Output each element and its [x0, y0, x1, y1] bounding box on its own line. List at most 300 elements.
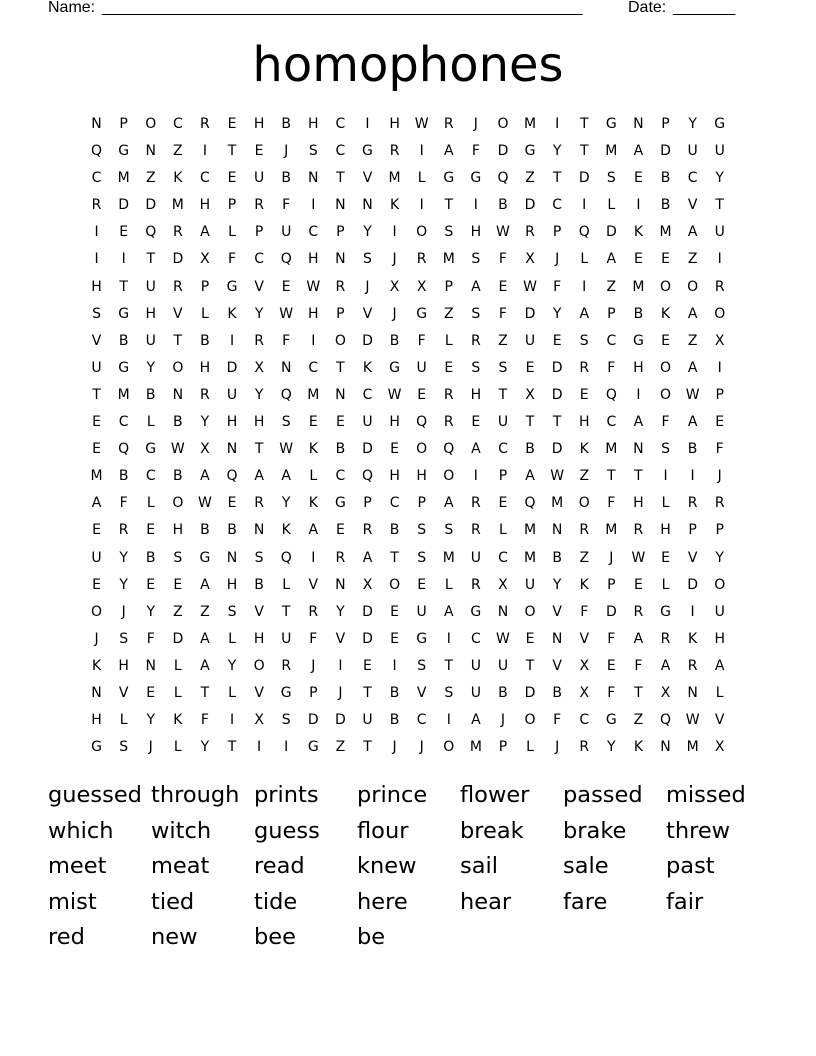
- grid-letter: H: [308, 116, 319, 132]
- grid-letter: I: [311, 332, 316, 349]
- grid-letter: C: [552, 197, 563, 214]
- grid-letter: N: [551, 522, 563, 539]
- grid-letter: S: [661, 441, 670, 458]
- grid-letter: A: [687, 359, 698, 376]
- grid-letter: K: [633, 739, 644, 756]
- grid-letter: N: [226, 549, 238, 566]
- grid-letter: V: [91, 332, 102, 349]
- grid-letter: I: [121, 251, 126, 268]
- grid-letter: Q: [578, 224, 590, 241]
- grid-letter: X: [579, 657, 590, 674]
- grid-letter: W: [279, 305, 294, 322]
- grid-letter: M: [442, 251, 455, 268]
- grid-letter: P: [336, 305, 345, 322]
- grid-letter: U: [91, 549, 102, 566]
- grid-letter: G: [307, 739, 319, 756]
- grid-letter: E: [227, 495, 237, 512]
- grid-letter: F: [471, 143, 480, 160]
- grid-letter: H: [660, 522, 671, 539]
- grid-letter: Y: [281, 495, 291, 512]
- grid-letter: V: [308, 576, 319, 593]
- grid-letter: L: [607, 197, 616, 214]
- grid-letter: H: [172, 522, 184, 539]
- grid-letter: B: [389, 332, 400, 349]
- grid-letter: O: [253, 657, 265, 674]
- grid-letter: O: [578, 495, 590, 512]
- grid-letter: U: [470, 657, 481, 674]
- grid-letter: Z: [443, 305, 454, 322]
- grid-letter: R: [470, 332, 481, 349]
- grid-letter: T: [200, 684, 210, 701]
- grid-letter: D: [551, 386, 563, 403]
- grid-letter: I: [717, 251, 722, 268]
- grid-letter: Z: [200, 603, 210, 620]
- grid-letter: R: [308, 603, 319, 620]
- grid-letter: J: [121, 603, 126, 620]
- grid-letter: B: [389, 522, 400, 539]
- grid-letter: M: [659, 224, 672, 241]
- grid-letter: L: [201, 305, 209, 322]
- grid-letter: F: [607, 495, 616, 512]
- grid-letter: U: [253, 170, 265, 187]
- grid-letter: O: [660, 386, 672, 403]
- grid-letter: C: [200, 170, 210, 187]
- grid-letter: K: [173, 712, 183, 729]
- word-bank-item: guess: [254, 817, 320, 844]
- grid-letter: C: [470, 630, 481, 647]
- grid-letter: M: [117, 170, 130, 187]
- grid-letter: Z: [525, 170, 535, 187]
- grid-letter: X: [254, 359, 264, 376]
- grid-letter: G: [280, 684, 292, 701]
- word-bank-item: passed: [563, 782, 643, 808]
- grid-letter: R: [254, 495, 264, 512]
- grid-letter: M: [632, 278, 645, 295]
- word-bank-item: break: [460, 817, 524, 844]
- grid-letter: O: [660, 359, 672, 376]
- grid-letter: Z: [687, 251, 698, 268]
- grid-letter: R: [172, 224, 183, 241]
- grid-letter: T: [552, 170, 562, 187]
- grid-letter: U: [281, 630, 292, 647]
- grid-letter: R: [633, 603, 644, 620]
- grid-letter: C: [498, 549, 508, 566]
- grid-letter: N: [308, 170, 319, 187]
- grid-letter: B: [281, 116, 291, 132]
- grid-letter: E: [173, 576, 183, 593]
- grid-letter: I: [311, 197, 316, 214]
- grid-letter: E: [525, 359, 535, 376]
- grid-letter: X: [416, 278, 427, 295]
- grid-letter: G: [334, 495, 346, 512]
- grid-letter: E: [227, 116, 237, 132]
- grid-letter: E: [92, 441, 101, 458]
- grid-letter: Y: [688, 116, 697, 132]
- grid-letter: F: [119, 495, 128, 512]
- grid-letter: I: [202, 143, 207, 160]
- grid-letter: R: [172, 278, 183, 295]
- grid-letter: D: [226, 359, 238, 376]
- grid-letter: J: [284, 143, 289, 160]
- grid-letter: S: [471, 251, 481, 268]
- grid-letter: G: [524, 143, 536, 160]
- grid-letter: J: [365, 278, 370, 295]
- grid-letter: Z: [173, 143, 183, 160]
- grid-letter: M: [524, 116, 537, 132]
- grid-letter: W: [279, 441, 294, 458]
- grid-letter: J: [392, 305, 397, 322]
- grid-letter: B: [200, 332, 210, 349]
- grid-letter: F: [607, 684, 616, 701]
- grid-letter: F: [200, 712, 209, 729]
- grid-letter: A: [687, 224, 698, 241]
- grid-letter: F: [417, 332, 426, 349]
- grid-letter: J: [311, 657, 316, 674]
- grid-letter: R: [91, 197, 102, 214]
- grid-letter: V: [687, 197, 698, 214]
- grid-letter: H: [226, 576, 238, 593]
- grid-letter: E: [390, 603, 399, 620]
- grid-letter: H: [118, 657, 129, 674]
- grid-letter: O: [714, 305, 726, 322]
- grid-letter: M: [442, 549, 455, 566]
- grid-letter: E: [417, 576, 427, 593]
- grid-letter: Q: [361, 468, 373, 485]
- grid-letter: P: [444, 278, 453, 295]
- grid-letter: L: [444, 332, 453, 349]
- grid-letter: X: [200, 251, 210, 268]
- letter-grid: [83, 111, 733, 761]
- grid-letter: U: [416, 359, 427, 376]
- grid-letter: Y: [552, 576, 562, 593]
- grid-letter: Q: [497, 170, 509, 187]
- grid-letter: L: [146, 414, 155, 431]
- grid-letter: I: [419, 197, 424, 214]
- grid-letter: I: [257, 739, 262, 756]
- grid-letter: Y: [200, 414, 210, 431]
- grid-letter: R: [335, 549, 346, 566]
- grid-letter: K: [308, 495, 318, 512]
- grid-letter: Q: [118, 441, 130, 458]
- grid-letter: U: [145, 332, 156, 349]
- grid-letter: A: [443, 603, 454, 620]
- grid-letter: T: [525, 657, 535, 674]
- grid-letter: N: [633, 441, 644, 458]
- grid-letter: Z: [633, 712, 644, 729]
- grid-letter: Y: [552, 143, 562, 160]
- grid-letter: B: [498, 197, 508, 214]
- grid-letter: I: [365, 116, 370, 132]
- grid-letter: M: [524, 522, 537, 539]
- grid-letter: R: [470, 576, 481, 593]
- grid-letter: S: [444, 224, 454, 241]
- grid-letter: R: [443, 414, 454, 431]
- grid-letter: R: [200, 386, 210, 403]
- grid-letter: G: [605, 712, 617, 729]
- grid-letter: A: [200, 468, 210, 485]
- grid-letter: I: [311, 549, 316, 566]
- grid-letter: N: [551, 630, 563, 647]
- grid-letter: U: [281, 224, 292, 241]
- grid-letter: K: [308, 441, 318, 458]
- grid-letter: B: [145, 386, 156, 403]
- grid-letter: O: [416, 224, 428, 241]
- date-line: _______: [673, 0, 736, 16]
- grid-letter: J: [555, 739, 560, 756]
- word-bank-item: guessed: [48, 782, 142, 808]
- grid-letter: E: [390, 441, 399, 458]
- grid-letter: L: [309, 468, 318, 485]
- grid-letter: Y: [607, 739, 616, 756]
- grid-letter: L: [580, 251, 589, 268]
- grid-letter: D: [362, 441, 373, 458]
- grid-letter: B: [118, 332, 129, 349]
- grid-letter: L: [526, 739, 534, 756]
- grid-letter: E: [633, 251, 643, 268]
- grid-letter: T: [444, 657, 454, 674]
- grid-letter: N: [335, 386, 346, 403]
- grid-letter: I: [663, 468, 668, 485]
- grid-letter: E: [471, 414, 481, 431]
- grid-letter: A: [633, 630, 644, 647]
- grid-letter: D: [335, 712, 346, 729]
- grid-letter: X: [200, 441, 210, 458]
- grid-letter: P: [254, 224, 264, 241]
- grid-letter: G: [416, 630, 428, 647]
- grid-letter: J: [609, 549, 614, 566]
- word-bank-item: prints: [254, 782, 319, 808]
- grid-letter: O: [172, 359, 184, 376]
- grid-letter: T: [525, 414, 535, 431]
- grid-letter: J: [94, 630, 99, 647]
- grid-letter: E: [498, 495, 508, 512]
- grid-letter: A: [308, 522, 319, 539]
- grid-letter: L: [228, 630, 236, 647]
- grid-letter: H: [470, 224, 482, 241]
- word-bank-item: meat: [151, 853, 210, 879]
- grid-letter: E: [633, 170, 643, 187]
- grid-letter: N: [145, 657, 156, 674]
- grid-letter: W: [631, 549, 646, 566]
- grid-letter: T: [634, 468, 643, 485]
- grid-letter: B: [389, 712, 400, 729]
- grid-letter: R: [335, 278, 346, 295]
- grid-letter: M: [686, 739, 699, 756]
- grid-letter: K: [389, 197, 400, 214]
- grid-letter: U: [687, 143, 698, 160]
- word-bank-item: fair: [666, 888, 704, 915]
- grid-letter: P: [200, 278, 210, 295]
- grid-letter: R: [443, 116, 454, 132]
- grid-letter: E: [92, 522, 101, 539]
- grid-letter: F: [553, 278, 562, 295]
- grid-letter: L: [119, 712, 128, 729]
- grid-letter: P: [715, 386, 724, 403]
- grid-letter: B: [118, 468, 129, 485]
- grid-letter: U: [714, 603, 725, 620]
- grid-letter: I: [582, 197, 587, 214]
- grid-letter: D: [551, 441, 563, 458]
- grid-letter: T: [119, 278, 128, 295]
- word-bank-item: knew: [357, 853, 417, 879]
- grid-letter: V: [552, 657, 562, 674]
- grid-letter: R: [525, 224, 535, 241]
- grid-letter: I: [636, 386, 641, 403]
- grid-letter: A: [443, 495, 454, 512]
- grid-letter: R: [118, 522, 129, 539]
- grid-letter: I: [555, 116, 560, 132]
- grid-letter: X: [525, 251, 535, 268]
- name-label: Name:: [48, 0, 96, 16]
- grid-letter: W: [523, 278, 537, 295]
- word-bank-item: read: [254, 853, 305, 879]
- grid-letter: U: [714, 224, 725, 241]
- grid-letter: A: [633, 414, 644, 431]
- grid-letter: F: [715, 441, 724, 458]
- grid-letter: U: [226, 386, 238, 403]
- grid-letter: N: [335, 576, 346, 593]
- grid-letter: B: [254, 576, 264, 593]
- grid-letter: A: [471, 441, 481, 458]
- grid-letter: E: [444, 359, 454, 376]
- grid-letter: H: [633, 495, 644, 512]
- grid-letter: A: [281, 468, 291, 485]
- grid-letter: Z: [687, 332, 698, 349]
- grid-letter: E: [335, 414, 345, 431]
- grid-letter: Y: [200, 739, 210, 756]
- grid-letter: I: [392, 224, 397, 241]
- grid-letter: Q: [416, 414, 428, 431]
- grid-letter: C: [308, 224, 319, 241]
- grid-letter: I: [94, 251, 99, 268]
- grid-letter: U: [362, 414, 373, 431]
- grid-letter: X: [714, 332, 725, 349]
- grid-letter: N: [172, 386, 184, 403]
- grid-letter: W: [496, 630, 510, 647]
- grid-letter: D: [307, 712, 319, 729]
- grid-letter: B: [335, 441, 346, 458]
- grid-letter: Y: [715, 549, 724, 566]
- grid-letter: Y: [146, 359, 156, 376]
- grid-letter: V: [362, 305, 373, 322]
- grid-letter: C: [145, 468, 156, 485]
- grid-letter: E: [715, 414, 725, 431]
- grid-letter: Y: [119, 576, 128, 593]
- grid-letter: O: [524, 712, 536, 729]
- grid-letter: X: [714, 739, 725, 756]
- grid-letter: G: [660, 603, 671, 620]
- grid-letter: L: [228, 684, 236, 701]
- grid-letter: D: [524, 305, 536, 322]
- grid-letter: C: [335, 116, 346, 132]
- grid-letter: J: [555, 251, 560, 268]
- grid-letter: A: [91, 495, 102, 512]
- grid-letter: D: [145, 197, 157, 214]
- word-bank: [48, 778, 769, 956]
- grid-letter: P: [417, 495, 426, 512]
- grid-letter: S: [417, 522, 427, 539]
- grid-letter: M: [469, 739, 482, 756]
- word-bank-item: tied: [151, 888, 195, 915]
- grid-letter: G: [226, 278, 238, 295]
- grid-letter: J: [500, 712, 506, 729]
- grid-letter: M: [605, 522, 618, 539]
- grid-letter: M: [605, 143, 618, 160]
- grid-letter: V: [335, 630, 346, 647]
- date-label: Date:: [628, 0, 667, 16]
- grid-letter: M: [551, 495, 564, 512]
- grid-letter: H: [199, 359, 211, 376]
- word-bank-item: bee: [254, 924, 296, 950]
- grid-letter: C: [498, 441, 508, 458]
- grid-letter: A: [579, 305, 590, 322]
- grid-letter: X: [525, 386, 535, 403]
- grid-letter: L: [146, 495, 155, 512]
- grid-letter: N: [145, 143, 156, 160]
- grid-letter: D: [578, 170, 590, 187]
- grid-letter: Y: [552, 305, 562, 322]
- grid-letter: O: [389, 576, 401, 593]
- grid-letter: G: [416, 305, 428, 322]
- grid-letter: T: [281, 603, 291, 620]
- grid-letter: H: [145, 305, 156, 322]
- grid-letter: X: [362, 576, 373, 593]
- grid-letter: B: [173, 414, 183, 431]
- grid-letter: Y: [146, 603, 156, 620]
- grid-letter: I: [636, 197, 641, 214]
- grid-letter: I: [582, 278, 587, 295]
- grid-letter: F: [661, 414, 670, 431]
- grid-letter: V: [552, 603, 562, 620]
- grid-letter: Y: [254, 305, 264, 322]
- grid-letter: I: [473, 468, 478, 485]
- grid-letter: N: [253, 522, 265, 539]
- grid-letter: N: [633, 116, 644, 132]
- grid-letter: R: [389, 143, 400, 160]
- grid-letter: G: [470, 603, 482, 620]
- grid-letter: R: [687, 657, 698, 674]
- grid-letter: S: [281, 414, 291, 431]
- grid-letter: W: [496, 224, 510, 241]
- grid-letter: F: [282, 197, 291, 214]
- grid-letter: Y: [336, 603, 345, 620]
- grid-letter: T: [336, 359, 345, 376]
- grid-letter: D: [497, 143, 509, 160]
- grid-letter: Y: [227, 657, 237, 674]
- word-bank-item: sale: [563, 853, 609, 879]
- grid-letter: A: [687, 305, 698, 322]
- grid-letter: T: [92, 386, 101, 403]
- grid-letter: I: [717, 359, 722, 376]
- grid-letter: F: [607, 630, 616, 647]
- grid-letter: N: [362, 197, 373, 214]
- grid-letter: F: [580, 603, 589, 620]
- grid-letter: F: [282, 332, 291, 349]
- grid-letter: A: [254, 468, 264, 485]
- grid-letter: O: [524, 603, 536, 620]
- grid-letter: V: [173, 305, 183, 322]
- grid-letter: O: [687, 278, 699, 295]
- grid-letter: I: [392, 657, 397, 674]
- grid-letter: I: [690, 603, 695, 620]
- grid-letter: E: [579, 386, 589, 403]
- grid-letter: O: [497, 116, 509, 132]
- grid-letter: F: [227, 251, 237, 268]
- grid-letter: G: [605, 116, 617, 132]
- grid-letter: Q: [280, 251, 292, 268]
- grid-letter: U: [91, 359, 102, 376]
- grid-letter: T: [227, 739, 237, 756]
